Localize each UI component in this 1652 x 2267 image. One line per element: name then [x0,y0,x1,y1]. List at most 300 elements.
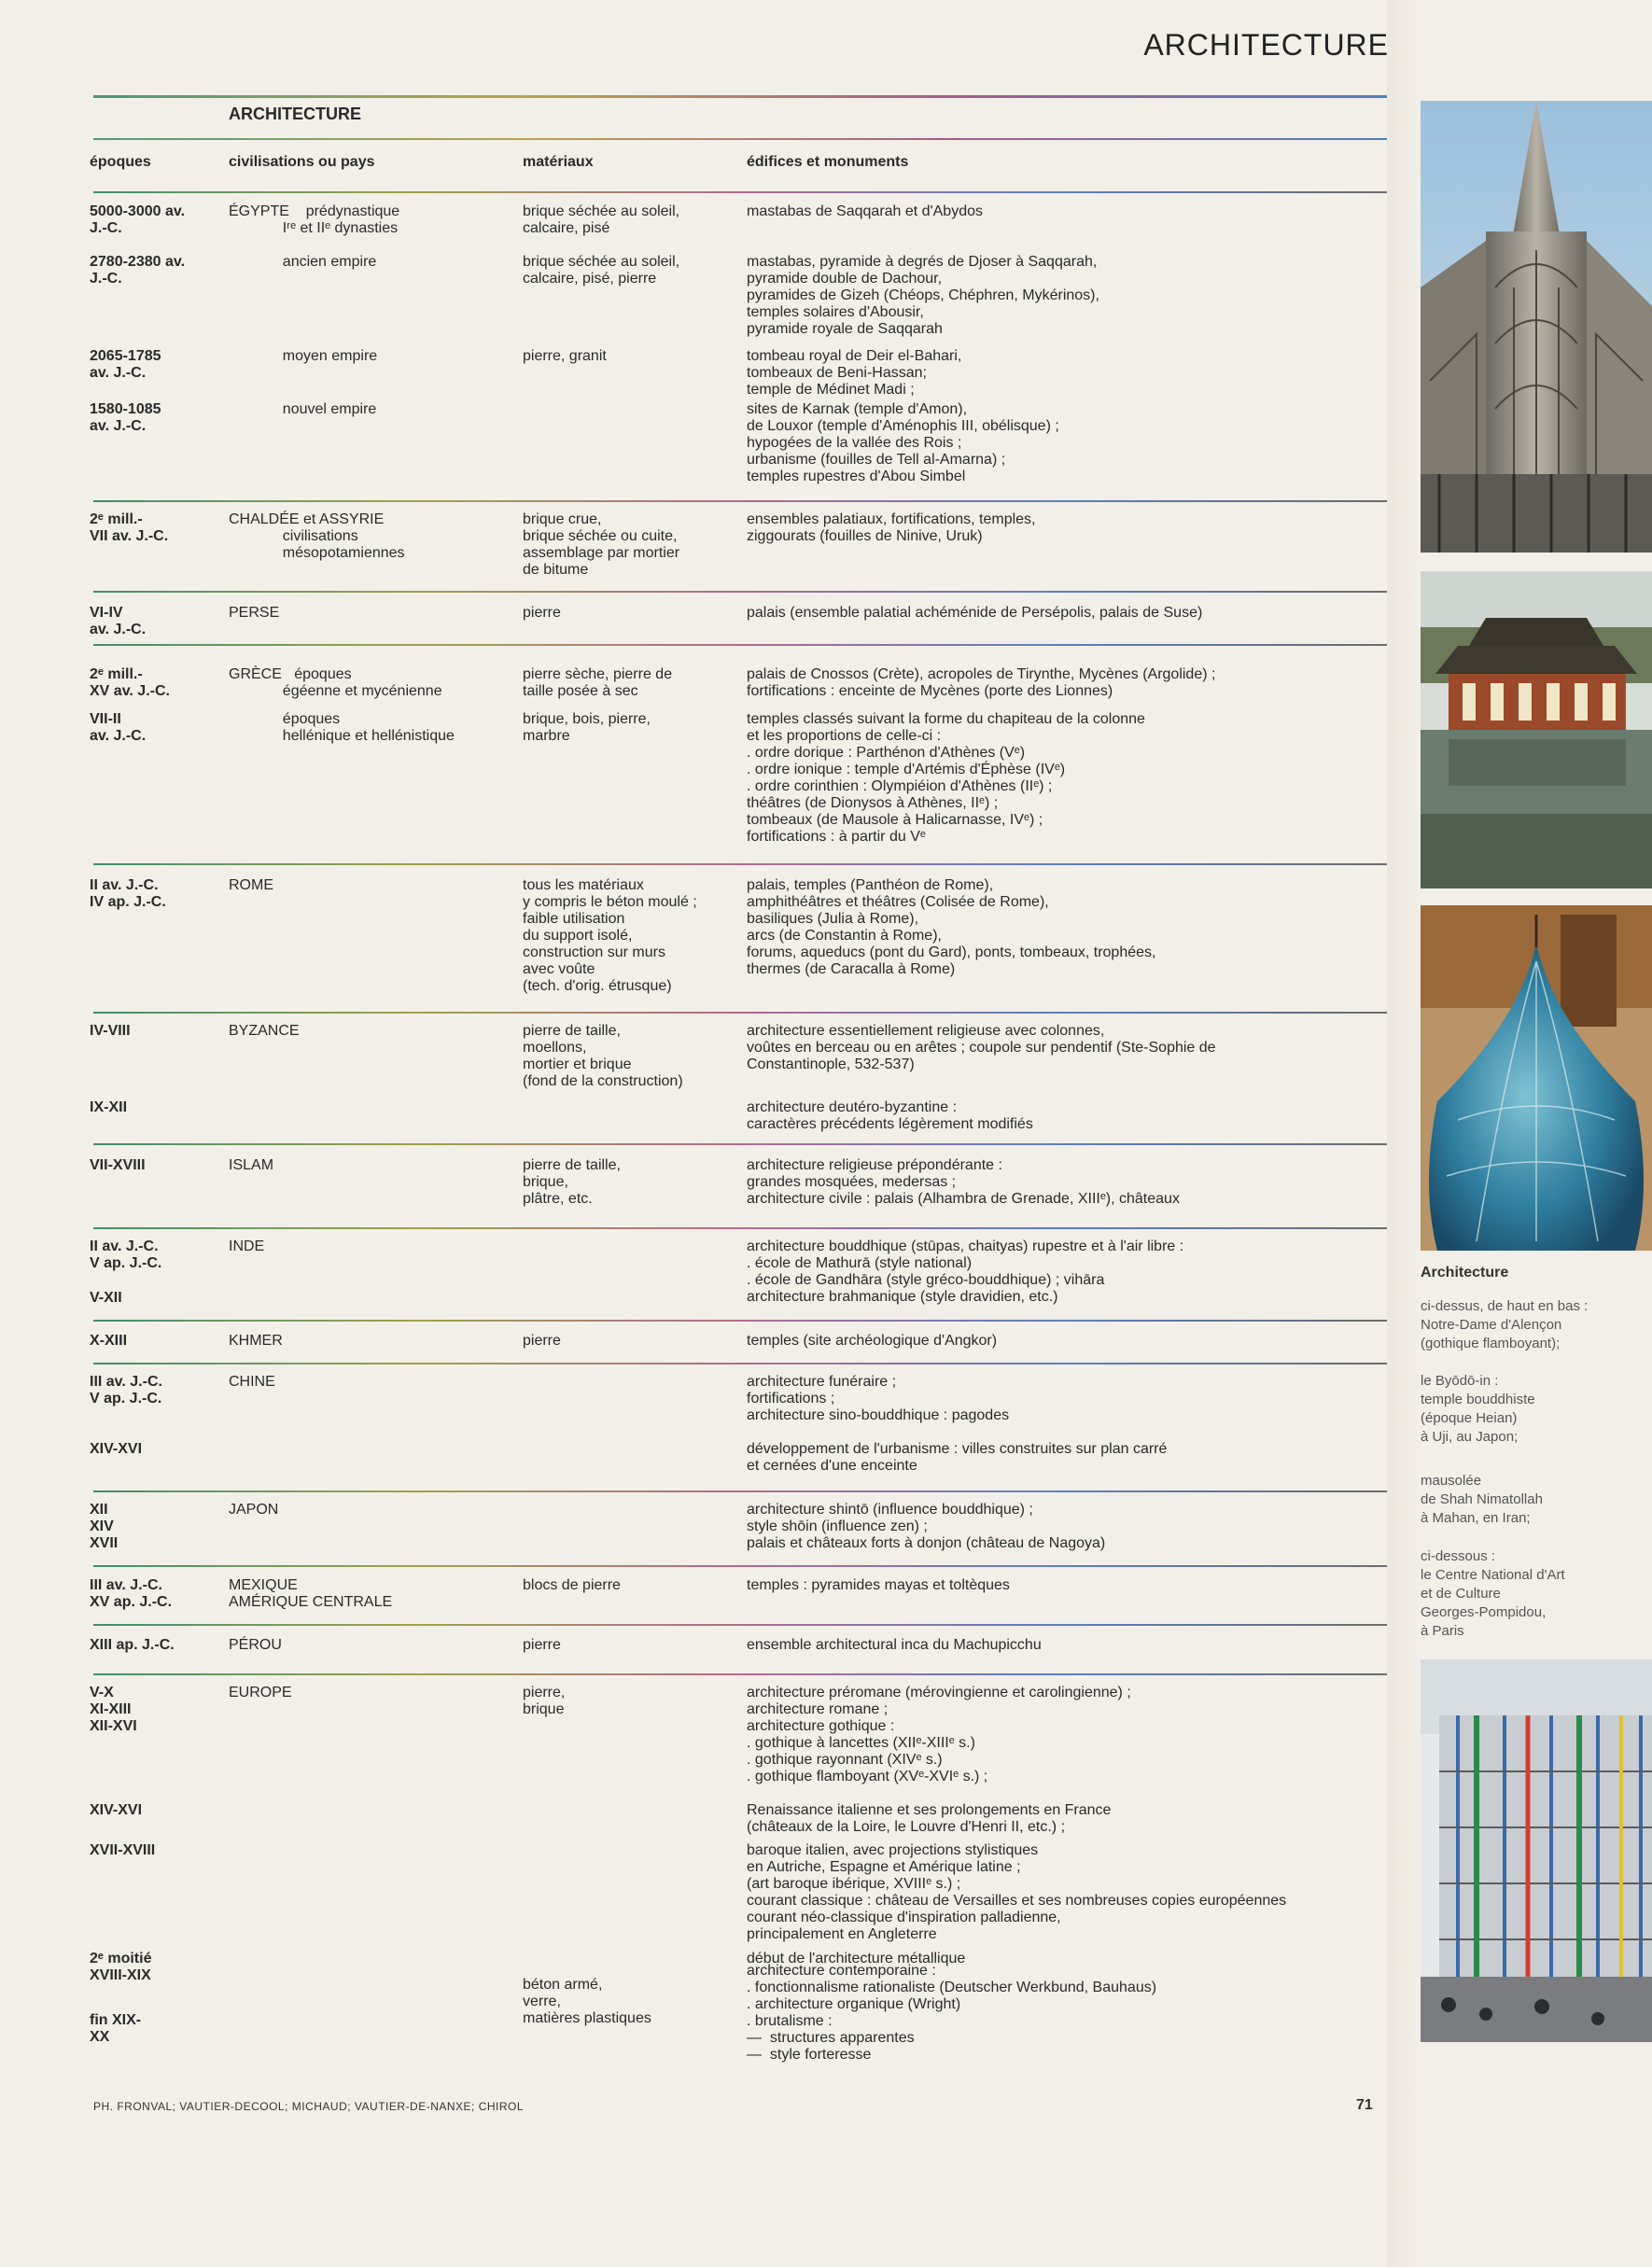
row-divider [93,1363,1387,1364]
mat-line: brique, bois, pierre, [523,711,651,727]
row-divider [93,500,1387,502]
mat-line: calcaire, pisé [523,220,610,236]
mat-line: brique crue, [523,511,602,527]
cell-mat [523,348,607,365]
edi-line: thermes (de Caracalla à Rome) [747,961,956,977]
mat-line: plâtre, etc. [523,1191,593,1207]
cell-mat [523,1333,561,1350]
cell-ep [90,348,220,382]
cell-mat [523,605,561,622]
caption-alencon [1421,1297,1645,1353]
row-divider [93,1227,1387,1229]
edi-line: . gothique à lancettes (XIIᵉ-XIIIᵉ s.) [747,1735,975,1751]
civ-line: civilisations [229,528,358,544]
cell-edi [747,877,1155,978]
cell-civ [229,1023,300,1040]
mat-line: de bitume [523,562,589,578]
edi-line: architecture sino-bouddhique : pagodes [747,1407,1010,1423]
edi-line: urbanisme (fouilles de Tell al-Amarna) ; [747,452,1006,468]
cell-civ [229,1374,275,1391]
edi-line: architecture civile : palais (Alhambra de Grenade, XIIIᵉ), châteaux [747,1191,1180,1207]
cell-mat [523,1685,565,1718]
edi-line: temples : pyramides mayas et toltèques [747,1577,1010,1593]
cell-edi [747,711,1145,846]
cell-mat [523,511,679,579]
photo-mausolee-shah-nimatollah [1421,905,1652,1251]
cell-civ [229,1157,273,1174]
cell-ep [90,1637,220,1654]
ep-line: XV av. J.-C. [90,683,170,699]
cell-ep [90,1802,220,1819]
ep-line: II av. J.-C. [90,1238,159,1254]
edi-line: architecture shintō (influence bouddhique) ; [747,1502,1033,1518]
table-title: ARCHITECTURE [229,105,361,123]
edi-line: temples classés suivant la forme du chapiteau de la colonne [747,711,1145,727]
cell-mat [523,1157,621,1208]
mat-line: (tech. d'orig. étrusque) [523,978,672,994]
cell-edi [747,1374,1009,1424]
caption-line: le Centre National d'Art [1421,1567,1565,1583]
caption-line: à Mahan, en Iran; [1421,1510,1531,1526]
table-title-rule [93,138,1387,140]
edi-line: fortifications : à partir du Vᵉ [747,829,926,845]
caption-line: le Byōdō-in : [1421,1373,1499,1389]
mat-line: du support isolé, [523,928,633,944]
edi-line: palais (ensemble palatial achéménide de Persépolis, palais de Suse) [747,605,1203,621]
edi-line: grandes mosquées, medersas ; [747,1174,957,1190]
ep-line: fin XIX- [90,2012,142,2028]
edi-line: Renaissance italienne et ses prolongements en France [747,1802,1112,1818]
cell-ep [90,605,220,638]
cell-mat [523,666,672,700]
ep-line: IV ap. J.-C. [90,894,166,910]
edi-line: Constantinople, 532-537) [747,1057,915,1072]
edi-line: pyramide royale de Saqqarah [747,321,943,337]
mat-line: mortier et brique [523,1057,632,1072]
edi-line: — style forteresse [747,2047,872,2063]
civ-line: ISLAM [229,1157,274,1173]
photo-centre-pompidou [1421,1659,1652,2042]
civ-line: hellénique et hellénistique [229,728,455,744]
row-divider [93,1012,1387,1014]
sidebar-caption-title: Architecture [1421,1265,1509,1280]
edi-line: palais, temples (Panthéon de Rome), [747,877,994,893]
ep-line: V-X [90,1685,114,1700]
edi-line: pyramides de Gizeh (Chéops, Chéphren, Mykérinos), [747,287,1099,303]
ep-line: IX-XII [90,1099,128,1115]
edi-line: (art baroque ibérique, XVIIIᵉ s.) ; [747,1876,961,1892]
edi-line: tombeau royal de Deir el-Bahari, [747,348,962,364]
ep-line: V-XII [90,1290,122,1306]
photo-byodo-in [1421,571,1652,889]
edi-line: . brutalisme : [747,2013,833,2029]
caption-line: temple bouddhiste [1421,1392,1535,1407]
gothic-church-image [1421,101,1652,553]
caption-line: ci-dessous : [1421,1548,1496,1564]
cell-ep [90,1577,220,1611]
ep-line: III av. J.-C. [90,1577,162,1593]
edi-line: développement de l'urbanisme : villes construites sur plan carré [747,1441,1168,1457]
caption-byodo-in [1421,1372,1645,1447]
edi-line: théâtres (de Dionysos à Athènes, IIᵉ) ; [747,795,999,811]
cell-edi [747,1963,1156,2064]
photo-credits: PH. FRONVAL; VAUTIER-DECOOL; MICHAUD; VAUTIER-DE-NANXE; CHIROL [93,2100,525,2113]
ep-line: XIV-XVI [90,1802,143,1818]
edi-line: mastabas de Saqqarah et d'Abydos [747,203,983,219]
cell-civ [229,254,376,271]
cell-edi [747,1099,1033,1133]
column-header-epoques: époques [90,154,151,170]
cell-civ [229,348,377,365]
ep-line: XII-XVI [90,1718,137,1734]
edi-line: temples solaires d'Abousir, [747,304,924,320]
caption-line: (époque Heian) [1421,1410,1518,1426]
mat-line: pierre, [523,1685,566,1700]
cell-ep [90,1502,220,1552]
mat-line: pierre, granit [523,348,607,364]
cell-mat [523,1577,621,1594]
cell-ep [90,1099,220,1116]
edi-line: sites de Karnak (temple d'Amon), [747,401,968,417]
ep-line: III av. J.-C. [90,1374,162,1390]
cell-civ [229,711,455,745]
edi-line: forums, aqueducs (pont du Gard), ponts, tombeaux, trophées, [747,945,1156,960]
edi-line: architecture romane ; [747,1701,889,1717]
mat-line: (fond de la construction) [523,1073,683,1089]
mat-line: avec voûte [523,961,595,977]
mosque-dome-image [1421,905,1652,1251]
ep-line: 1580-1085 [90,401,161,417]
column-header-civilisations: civilisations ou pays [229,154,375,170]
ep-line: XI-XIII [90,1701,132,1717]
top-rule [93,95,1387,98]
edi-line: fortifications : enceinte de Mycènes (porte des Lionnes) [747,683,1113,699]
cell-ep [90,401,220,435]
edi-line: temple de Médinet Madi ; [747,382,915,398]
civ-line: nouvel empire [229,401,377,417]
header-rule [93,191,1387,193]
edi-line: principalement en Angleterre [747,1926,937,1942]
edi-line: architecture essentiellement religieuse avec colonnes, [747,1023,1105,1039]
cell-ep [90,666,220,700]
cell-civ [229,1502,278,1518]
ep-line: 5000-3000 av. [90,203,186,219]
mat-line: blocs de pierre [523,1577,621,1593]
cell-ep [90,1374,220,1407]
ep-line: II av. J.-C. [90,877,159,893]
edi-line: courant néo-classique d'inspiration palladienne, [747,1910,1061,1925]
civ-line: KHMER [229,1333,283,1349]
caption-line: de Shah Nimatollah [1421,1491,1543,1507]
civ-line: EUROPE [229,1685,292,1700]
cell-civ [229,1637,282,1654]
row-divider [93,1624,1387,1626]
edi-line: . gothique flamboyant (XVᵉ-XVIᵉ s.) ; [747,1769,988,1784]
cell-mat [523,1023,683,1090]
edi-line: architecture deutéro-byzantine : [747,1099,958,1115]
edi-line: architecture brahmanique (style dravidien, etc.) [747,1289,1058,1305]
mat-line: assemblage par mortier [523,545,680,561]
edi-line: basiliques (Julia à Rome), [747,911,919,927]
edi-line: temples rupestres d'Abou Simbel [747,469,966,484]
caption-line: (gothique flamboyant); [1421,1336,1561,1351]
civ-line: Iʳᵉ et IIᵉ dynasties [229,220,399,236]
cell-edi [747,511,1035,545]
cell-civ [229,605,279,622]
ep-line: XIV [90,1518,114,1534]
civ-line: PÉROU [229,1637,282,1653]
cell-ep [90,203,220,237]
cell-edi [747,1441,1167,1475]
ep-line: av. J.-C. [90,622,147,637]
edi-line: hypogées de la vallée des Rois ; [747,435,962,451]
ep-line: V ap. J.-C. [90,1255,162,1271]
edi-line: tombeaux de Beni-Hassan; [747,365,927,381]
cell-edi [747,1685,1131,1785]
edi-line: ensemble architectural inca du Machupicchu [747,1637,1042,1653]
mat-line: taille posée à sec [523,683,638,699]
cell-ep [90,1951,220,1984]
civ-line: ROME [229,877,273,893]
mat-line: marbre [523,728,570,744]
cell-ep [90,711,220,745]
cell-edi [747,1637,1042,1654]
edi-line: et cernées d'une enceinte [747,1458,917,1474]
cell-ep [90,1157,220,1174]
mat-line: brique séchée au soleil, [523,254,680,270]
cell-edi [747,1842,1286,1943]
edi-line: amphithéâtres et théâtres (Colisée de Rome), [747,894,1049,910]
edi-line: fortifications ; [747,1391,835,1406]
edi-line: tombeaux (de Mausole à Halicarnasse, IVᵉ) ; [747,812,1043,828]
civ-line: époques [229,711,341,727]
cell-ep [90,2012,220,2046]
cell-ep [90,1290,220,1307]
column-header-materiaux: matériaux [523,154,594,170]
ep-line: av. J.-C. [90,365,147,381]
mat-line: brique [523,1701,565,1717]
civ-line: égéenne et mycénienne [229,683,442,699]
cell-ep [90,1441,220,1458]
row-divider [93,1320,1387,1322]
edi-line: architecture contemporaine : [747,1963,936,1979]
ep-line: XVIII-XIX [90,1967,151,1983]
edi-line: architecture bouddhique (stūpas, chaityas) rupestre et à l'air libre : [747,1238,1184,1254]
edi-line: arcs (de Constantin à Rome), [747,928,942,944]
cell-edi [747,203,983,220]
ep-line: XV ap. J.-C. [90,1594,173,1610]
civ-line: moyen empire [229,348,378,364]
cell-civ [229,1577,392,1611]
ep-line: VII-II [90,711,121,727]
photo-notre-dame-alencon [1421,101,1652,553]
edi-line: caractères précédents légèrement modifiés [747,1116,1033,1132]
cell-edi [747,254,1099,338]
cell-civ [229,1333,283,1350]
cell-ep [90,254,220,287]
cell-edi [747,1023,1216,1073]
edi-line: courant classique : château de Versailles et ses nombreuses copies européennes [747,1893,1287,1909]
civ-line: BYZANCE [229,1023,300,1039]
cell-edi [747,666,1215,700]
row-divider [93,591,1387,593]
mat-line: brique séchée au soleil, [523,203,680,219]
caption-line: mausolée [1421,1473,1482,1489]
caption-mausolee [1421,1472,1645,1528]
civ-line: CHINE [229,1374,275,1390]
edi-line: . ordre corinthien : Olympiéion d'Athènes (IIᵉ) ; [747,778,1053,794]
cell-edi [747,348,961,399]
civ-line: JAPON [229,1502,279,1518]
civ-line: mésopotamiennes [229,545,405,561]
pompidou-center-image [1421,1659,1652,2042]
column-header-edifices: édifices et monuments [747,154,909,170]
edi-line: architecture funéraire ; [747,1374,897,1390]
japanese-temple-image [1421,571,1652,889]
edi-line: début de l'architecture métallique [747,1951,966,1966]
ep-line: J.-C. [90,220,122,236]
edi-line: architecture gothique : [747,1718,895,1734]
edi-line: et les proportions de celle-ci : [747,728,942,744]
mat-line: tous les matériaux [523,877,644,893]
cell-mat [523,1977,651,2027]
cell-civ [229,877,273,894]
edi-line: . école de Gandhāra (style gréco-bouddhique) ; vihāra [747,1272,1105,1288]
caption-line: à Paris [1421,1623,1464,1639]
civ-line: ancien empire [229,254,377,270]
edi-line: — structures apparentes [747,2030,915,2046]
page-number: 71 [1356,2097,1373,2113]
cell-civ [229,511,405,562]
caption-line: Georges-Pompidou, [1421,1604,1547,1620]
cell-edi [747,1333,997,1350]
cell-civ [229,401,376,418]
cell-ep [90,511,220,545]
ep-line: VII av. J.-C. [90,528,169,544]
edi-line: architecture préromane (mérovingienne et carolingienne) ; [747,1685,1131,1700]
cell-mat [523,877,697,995]
cell-ep [90,1238,220,1272]
edi-line: . fonctionnalisme rationaliste (Deutscher Werkbund, Bauhaus) [747,1980,1157,1995]
mat-line: faible utilisation [523,911,625,927]
mat-line: pierre [523,1637,561,1653]
cell-mat [523,254,679,287]
caption-pompidou [1421,1547,1645,1641]
edi-line: . architecture organique (Wright) [747,1996,961,2012]
civ-line: ÉGYPTE prédynastique [229,203,400,219]
edi-line: . gothique rayonnant (XIVᵉ s.) [747,1752,943,1768]
edi-line: palais de Cnossos (Crète), acropoles de Tirynthe, Mycènes (Argolide) ; [747,666,1216,682]
cell-civ [229,666,442,700]
cell-civ [229,1685,292,1701]
mat-line: verre, [523,1994,561,2009]
ep-line: VI-IV [90,605,123,621]
edi-line: style shōin (influence zen) ; [747,1518,928,1534]
ep-line: XX [90,2029,110,2045]
ep-line: XIII ap. J.-C. [90,1637,175,1653]
page-header-title: ARCHITECTURE [1143,28,1389,62]
mat-line: calcaire, pisé, pierre [523,271,657,287]
mat-line: pierre de taille, [523,1157,621,1173]
mat-line: y compris le béton moulé ; [523,894,697,910]
cell-mat [523,203,679,237]
edi-line: palais et châteaux forts à donjon (château de Nagoya) [747,1535,1106,1551]
edi-line: . ordre ionique : temple d'Artémis d'Éphèse (IVᵉ) [747,762,1066,777]
ep-line: 2ᵉ moitié [90,1951,152,1966]
mat-line: brique, [523,1174,568,1190]
cell-edi [747,605,1202,622]
edi-line: ensembles palatiaux, fortifications, temples, [747,511,1036,527]
mat-line: pierre [523,605,561,621]
caption-line: à Uji, au Japon; [1421,1429,1519,1445]
row-divider [93,644,1387,646]
cell-mat [523,1637,561,1654]
cell-edi [747,1502,1105,1552]
mat-line: construction sur murs [523,945,665,960]
edi-line: . école de Mathurā (style national) [747,1255,973,1271]
edi-line: mastabas, pyramide à degrés de Djoser à Saqqarah, [747,254,1098,270]
row-divider [93,1143,1387,1145]
mat-line: brique séchée ou cuite, [523,528,678,544]
mat-line: moellons, [523,1040,587,1056]
cell-edi [747,1577,1010,1594]
cell-edi [747,1157,1180,1208]
row-divider [93,1490,1387,1492]
mat-line: pierre de taille, [523,1023,621,1039]
ep-line: X-XIII [90,1333,128,1349]
caption-line: et de Culture [1421,1586,1501,1602]
cell-edi [747,1238,1183,1306]
cell-ep [90,1333,220,1350]
cell-civ [229,203,399,237]
edi-line: baroque italien, avec projections stylistiques [747,1842,1039,1858]
edi-line: . ordre dorique : Parthénon d'Athènes (Vᵉ) [747,745,1026,761]
ep-line: XVII [90,1535,119,1551]
cell-ep [90,1685,220,1735]
edi-line: (châteaux de la Loire, le Louvre d'Henri II, etc.) ; [747,1819,1066,1835]
ep-line: av. J.-C. [90,728,147,744]
mat-line: béton armé, [523,1977,603,1993]
civ-line: CHALDÉE et ASSYRIE [229,511,385,527]
edi-line: ziggourats (fouilles de Ninive, Uruk) [747,528,983,544]
ep-line: XVII-XVIII [90,1842,156,1858]
ep-line: 2065-1785 [90,348,161,364]
row-divider [93,863,1387,865]
edi-line: architecture religieuse prépondérante : [747,1157,1002,1173]
edi-line: temples (site archéologique d'Angkor) [747,1333,998,1349]
page-gutter [1387,0,1421,2267]
cell-ep [90,1842,220,1859]
civ-line: GRÈCE époques [229,666,352,682]
row-divider [93,1565,1387,1567]
caption-line: Notre-Dame d'Alençon [1421,1317,1562,1333]
ep-line: 2ᵉ mill.- [90,511,143,527]
edi-line: pyramide double de Dachour, [747,271,943,287]
cell-mat [523,711,651,745]
ep-line: IV-VIII [90,1023,131,1039]
civ-line: INDE [229,1238,265,1254]
cell-ep [90,877,220,911]
ep-line: VII-XVIII [90,1157,146,1173]
ep-line: 2780-2380 av. [90,254,186,270]
ep-line: XII [90,1502,108,1518]
caption-line: ci-dessus, de haut en bas : [1421,1298,1589,1314]
ep-line: V ap. J.-C. [90,1391,162,1406]
ep-line: XIV-XVI [90,1441,143,1457]
edi-line: en Autriche, Espagne et Amérique latine ; [747,1859,1021,1875]
edi-line: de Louxor (temple d'Aménophis III, obélisque) ; [747,418,1059,434]
ep-line: 2ᵉ mill.- [90,666,143,682]
